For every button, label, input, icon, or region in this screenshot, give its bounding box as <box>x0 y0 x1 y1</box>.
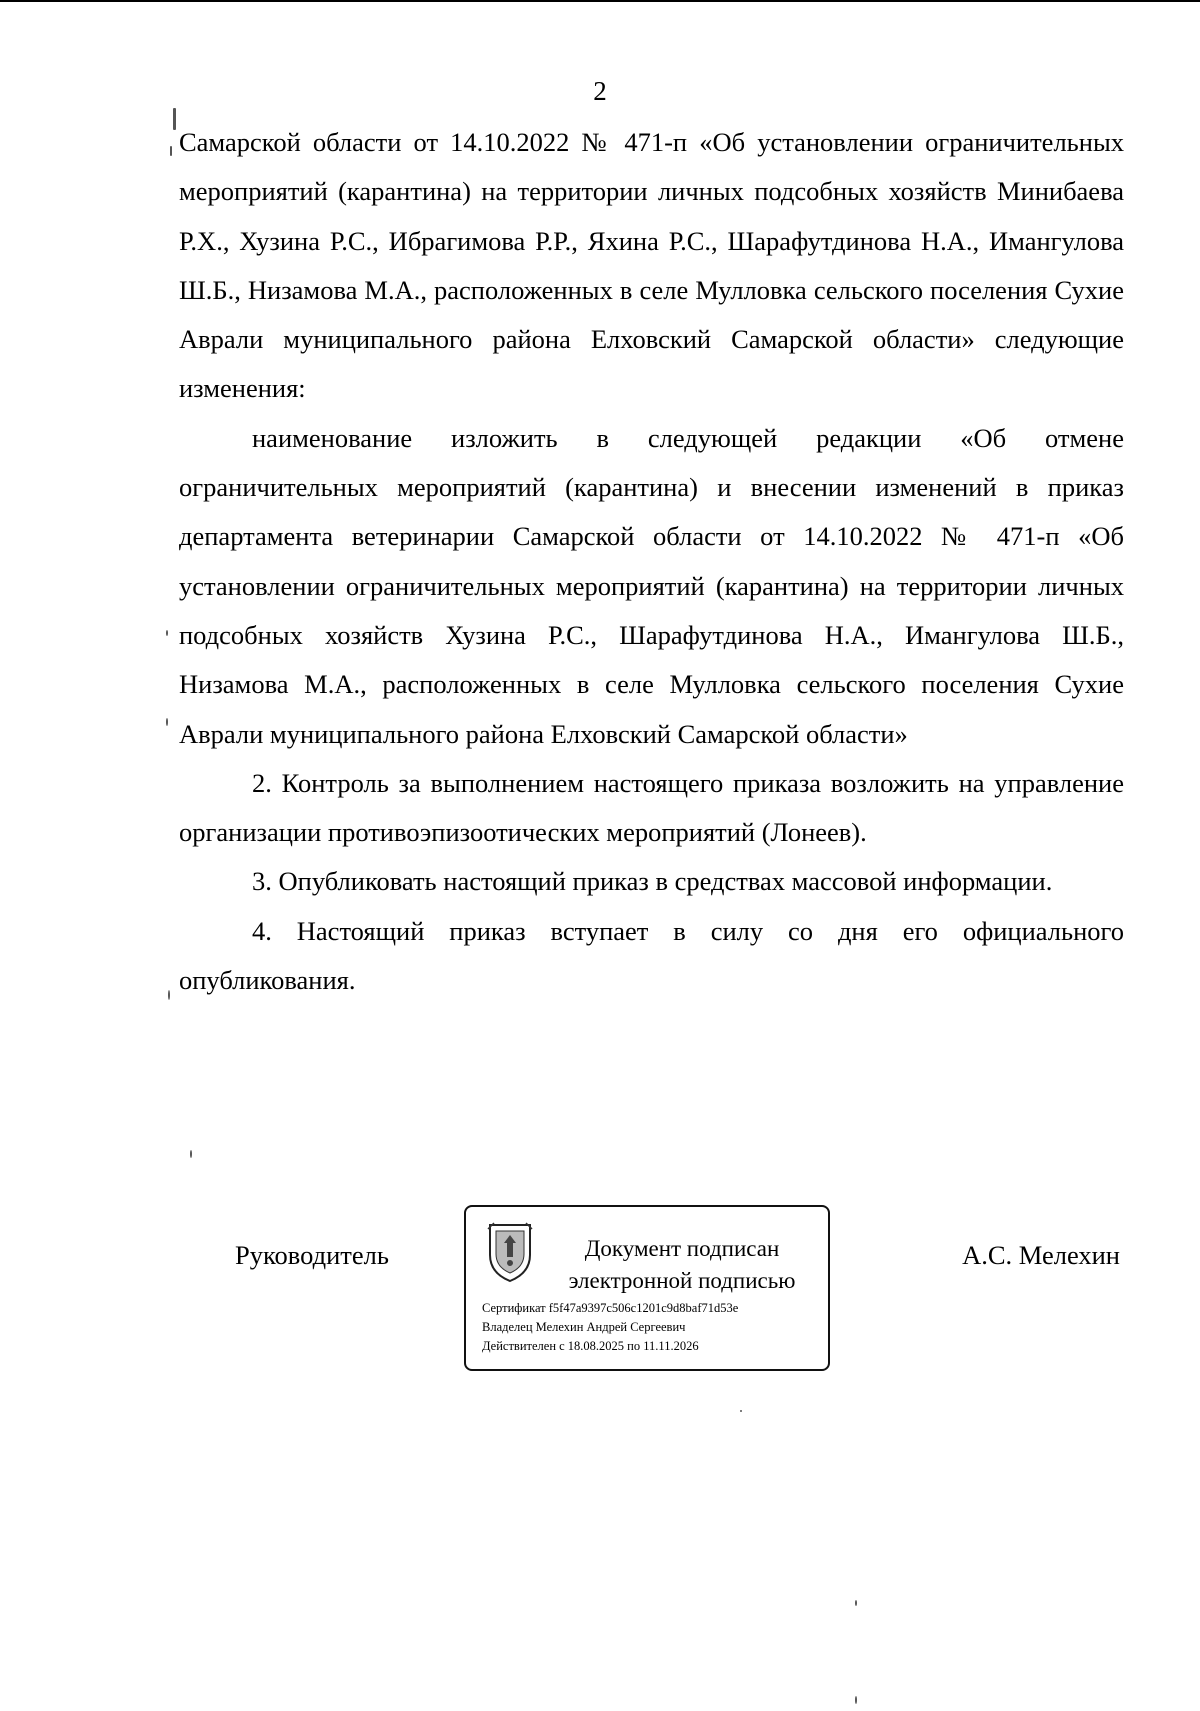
paragraph-item-2: 2. Контроль за выполнением настоящего приказа возложить на управление организации противоэпизоотических мероприятий (Лонеев). <box>179 767 1124 848</box>
scan-speck <box>166 630 168 636</box>
scan-speck <box>166 718 168 726</box>
certificate-number: Сертификат f5f47a9397c506c1201c9d8baf71d53e <box>482 1301 739 1315</box>
signer-position: Руководитель <box>235 1240 389 1270</box>
certificate-owner: Владелец Мелехин Андрей Сергеевич <box>482 1320 686 1334</box>
paragraph-item-4: 4. Настоящий приказ вступает в силу со дня его официального опубликования. <box>179 915 1124 996</box>
stamp-details <box>482 1299 738 1356</box>
scan-speck <box>190 1150 192 1158</box>
top-border-line <box>0 0 1200 2</box>
document-body <box>179 118 1124 1005</box>
stamp-title-line-2: электронной подписью <box>568 1268 796 1293</box>
scan-speck <box>855 1696 857 1704</box>
scan-speck <box>855 1600 857 1606</box>
stamp-title-line-1: Документ подписан <box>584 1236 780 1261</box>
stamp-title <box>552 1233 812 1297</box>
scan-speck <box>168 990 170 1000</box>
coat-of-arms-icon <box>486 1221 534 1283</box>
certificate-validity: Действителен с 18.08.2025 по 11.11.2026 <box>482 1339 699 1353</box>
page-number: 2 <box>593 76 607 106</box>
scan-speck <box>740 1410 742 1412</box>
scan-speck <box>173 108 176 130</box>
paragraph-continuation: Самарской области от 14.10.2022 № 471-п «Об установлении ограничительных мероприятий (карантина) на территории личных подсобных хозяйств Минибаева Р.Х., Хузина Р.С., Ибрагимова Р.Р., Яхина Р.С., Шарафутдинова Н.А., Имангулова Ш.Б., Низамова М.А., расположенных в селе Мулловка сельского поселения Сухие Аврали муниципального района Елховский Самарской области» следующие изменения: <box>179 127 1124 404</box>
paragraph-item-3: 3. Опубликовать настоящий приказ в средствах массовой информации. <box>252 866 1053 897</box>
scan-speck <box>170 146 172 156</box>
electronic-signature-stamp <box>464 1205 830 1371</box>
signer-name: А.С. Мелехин <box>962 1240 1120 1270</box>
paragraph-new-title: наименование изложить в следующей редакции «Об отмене ограничительных мероприятий (карантина) и внесении изменений в приказ департамента ветеринарии Самарской области от 14.10.2022 № 471-п «Об установлении ограничительных мероприятий (карантина) на территории личных подсобных хозяйств Хузина Р.С., Шарафутдинова Н.А., Имангулова Ш.Б., Низамова М.А., расположенных в селе Мулловка сельского поселения Сухие Аврали муниципального района Елховский Самарской области» <box>179 422 1124 749</box>
